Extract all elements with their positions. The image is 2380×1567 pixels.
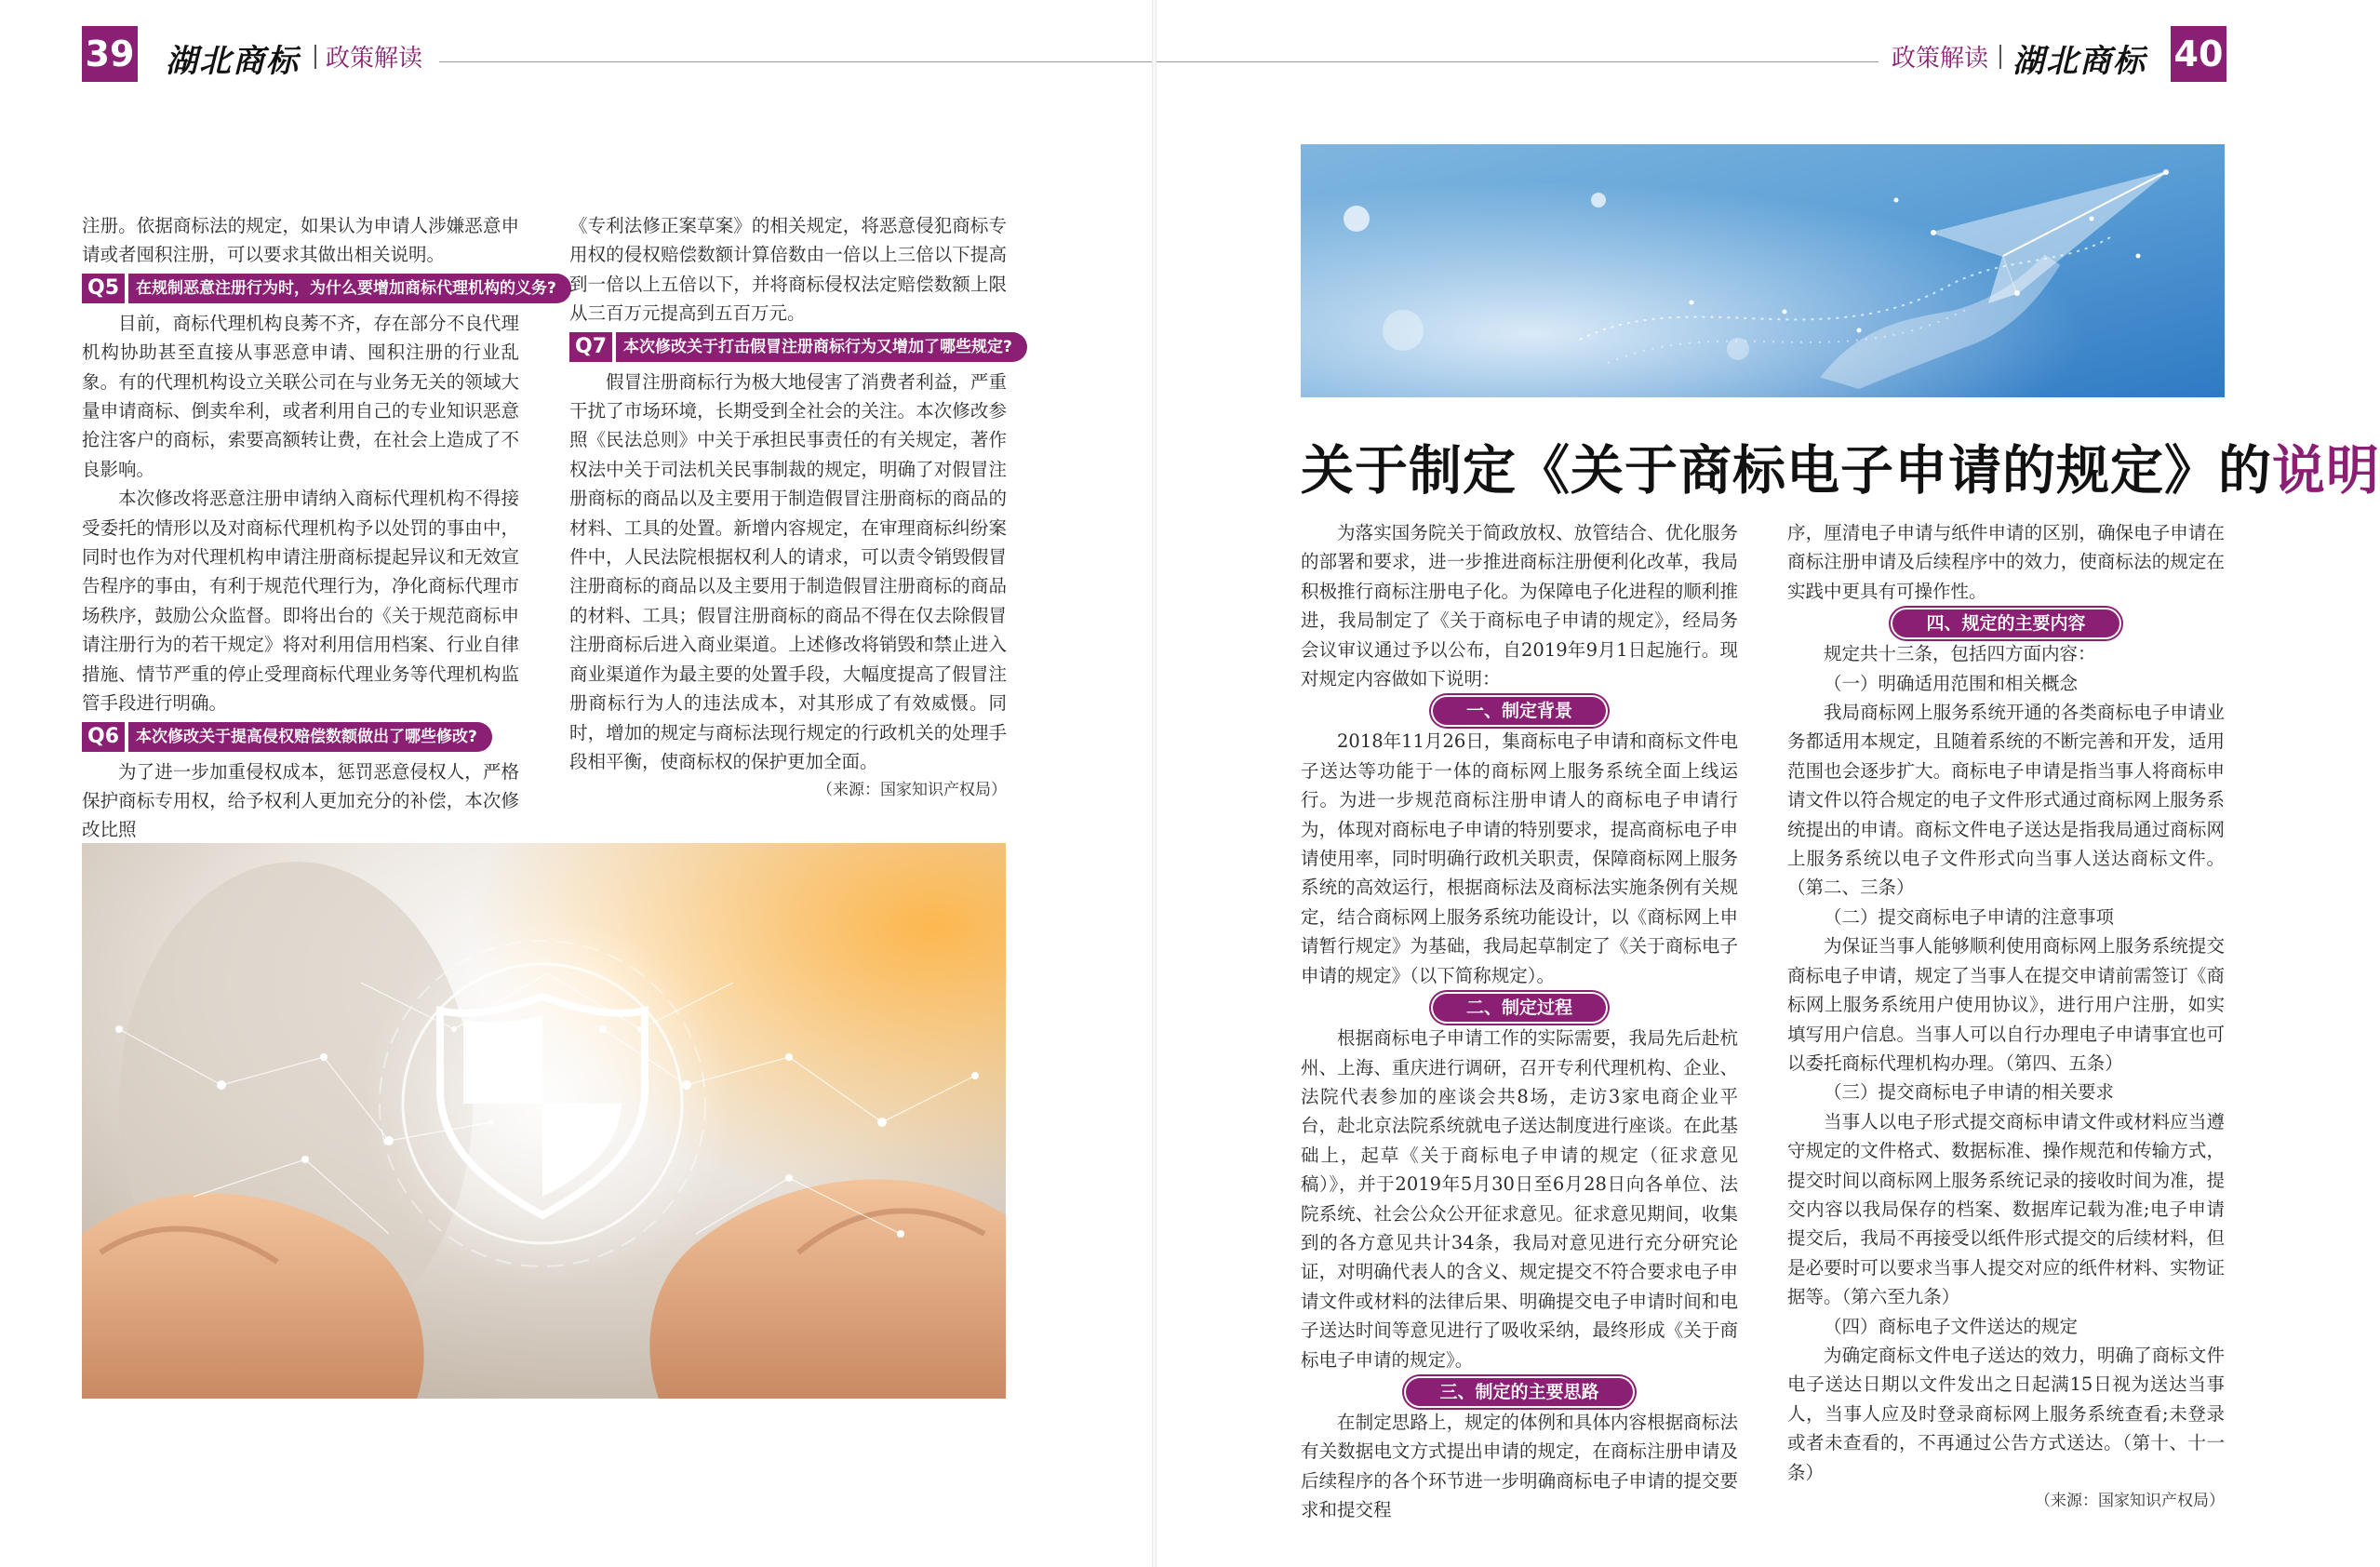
- subheading: （三）提交商标电子申请的相关要求: [1824, 1081, 2115, 1104]
- subheading: （四）商标电子文件送达的规定: [1824, 1315, 2079, 1337]
- section-heading-label: 三、制定的主要思路: [1406, 1378, 1632, 1406]
- subheading: （二）提交商标电子申请的注意事项: [1824, 905, 2115, 928]
- hands-shield-illustration: [82, 843, 1006, 1399]
- paragraph: 为落实国务院关于简政放权、放管结合、优化服务的部署和要求，进一步推进商标注册便利化改革，我局积极推行商标注册电子化。为保障电子化进程的顺利推进，我局制定了《关于商标电子申请的规定》，经局务会议审议通过予以公布，自2019年9月1日起施行。现对规定内容做如下说明：: [1301, 522, 1738, 690]
- paragraph: 假冒注册商标行为极大地侵害了消费者利益，严重干扰了市场环境，长期受到全社会的关注。本次修改参照《民法总则》中关于承担民事责任的有关规定，著作权法中关于司法机关民事制裁的规定，明确了对假冒注册商标的商品以及主要用于制造假冒注册商标的商品的材料、工具的处置。新增内容规定，在审理商标纠纷案件中，人民法院根据权利人的请求，可以责令销毁假冒注册商标的商品以及主要用于制造假冒注册商标的商品的材料、工具；假冒注册商标的商品不得在仅去除假冒注册商标后进入商业渠道。上述修改将销毁和禁止进入商业渠道作为最主要的处置手段，大幅度提高了假冒注册商标行为人的违法成本，对其形成了有效威慑。同时，增加的规定与商标法现行规定的行政机关的处理手段相平衡，使商标权的保护更加全面。: [569, 370, 1007, 772]
- title-accent: 说明: [2272, 440, 2380, 502]
- header-divider: [1999, 45, 2001, 69]
- source-note: （来源：国家知识产权局）: [817, 781, 1007, 800]
- question-heading-q6: [82, 722, 519, 752]
- section-heading: [1787, 609, 2225, 637]
- paragraph: 规定共十三条，包括四方面内容：: [1824, 643, 2096, 665]
- right-page: [1157, 0, 2380, 1567]
- page-number: 40: [2171, 26, 2226, 82]
- paper-plane-banner: [1301, 144, 2225, 397]
- header-rule: [439, 61, 1152, 62]
- question-heading-q5: [82, 274, 556, 303]
- left-page: [0, 0, 1152, 1567]
- section-label: 政策解读: [1892, 45, 1989, 73]
- paragraph: 我局商标网上服务系统开通的各类商标电子申请业务都适用本规定，且随着系统的不断完善和开发，适用范围也会逐步扩大。商标电子申请是指当事人将商标申请文件以符合规定的电子文件形式通过商标网上服务系统提出的申请。商标文件电子送达是指我局通过商标网上服务系统以电子文件形式向当事人送达商标文件。（第二、三条）: [1787, 702, 2225, 899]
- paragraph: 为确定商标文件电子送达的效力，明确了商标文件电子送达日期以文件发出之日起满15日视为送达当事人，当事人应及时登录商标网上服务系统查看;未登录或者未查看的，不再通过公告方式送达。（第十、十一条）: [1787, 1344, 2225, 1483]
- section-heading-label: 四、规定的主要内容: [1892, 609, 2119, 637]
- paragraph: 为了进一步加重侵权成本，惩罚恶意侵权人，严格保护商标专用权，给予权利人更加充分的补偿，本次修改比照: [82, 760, 519, 841]
- paragraph: 当事人以电子形式提交商标申请文件或材料应当遵守规定的文件格式、数据标准、操作规范和传输方式，提交时间以商标网上服务系统记录的接收时间为准，提交内容以我局保存的档案、数据库记载为准;电子申请提交后，我局不再接受以纸件形式提交的后续材料，但是必要时可以要求当事人提交对应的纸件材料、实物证据等。（第六至九条）: [1787, 1110, 2225, 1308]
- question-number: Q7: [569, 332, 612, 362]
- brand-logo: 湖北商标: [166, 43, 300, 80]
- question-number: Q6: [82, 722, 125, 752]
- section-heading: [1301, 1378, 1738, 1406]
- paragraph: 注册。依据商标法的规定，如果认为申请人涉嫌恶意申请或者囤积注册，可以要求其做出相关说明。: [82, 215, 519, 266]
- question-number: Q5: [82, 274, 125, 303]
- subheading: （一）明确适用范围和相关概念: [1824, 672, 2079, 694]
- paragraph: 本次修改将恶意注册申请纳入商标代理机构不得接受委托的情形以及对商标代理机构予以处罚的事由中，同时也作为对代理机构申请注册商标提起异议和无效宣告程序的事由，有利于规范代理行为，净化商标代理市场秩序，鼓励公众监督。即将出台的《关于规范商标申请注册行为的若干规定》将对利用信用档案、行业自律措施、情节严重的停止受理商标代理业务等代理机构监管手段进行明确。: [82, 488, 519, 715]
- paragraph: 序，厘清电子申请与纸件申请的区别，确保电子申请在商标注册申请及后续程序中的效力，使商标法的规定在实践中更具有可操作性。: [1787, 522, 2225, 602]
- paragraph: 根据商标电子申请工作的实际需要，我局先后赴杭州、上海、重庆进行调研，召开专利代理机构、企业、法院代表参加的座谈会共8场，走访3家电商企业平台，赴北京法院系统就电子送达制度进行座谈。在此基础上，起草《关于商标电子申请的规定（征求意见稿）》，并于2019年5月30日至6月28日向各单位、法院系统、社会公众公开征求意见。征求意见期间，收集到的各方意见共计34条，我局对意见进行充分研究论证，对明确代表人的含义、规定提交不符合要求电子申请文件或材料的法律后果、明确提交电子申请时间和电子送达时间等意见进行了吸收采纳，最终形成《关于商标电子申请的规定》。: [1301, 1027, 1738, 1371]
- hands-shield-photo: [82, 843, 1006, 1399]
- brand-logo: 湖北商标: [2012, 43, 2146, 80]
- article-title: [1301, 428, 2380, 504]
- paragraph: 《专利法修正案草案》的相关规定，将恶意侵犯商标专用权的侵权赔偿数额计算倍数由一倍以上三倍以下提高到一倍以上五倍以下，并将商标侵权法定赔偿数额上限从三百万元提高到五百万元。: [569, 215, 1007, 325]
- header-divider: [314, 45, 316, 69]
- paragraph: 目前，商标代理机构良莠不齐，存在部分不良代理机构协助甚至直接从事恶意申请、囤积注册的行业乱象。有的代理机构设立关联公司在与业务无关的领域大量申请商标、倒卖牟利，或者利用自己的专业知识恶意抢注客户的商标，索要高额转让费，在社会上造成了不良影响。: [82, 312, 519, 480]
- question-heading-q7: [569, 332, 1012, 362]
- paragraph: 为保证当事人能够顺利使用商标网上服务系统提交商标电子申请，规定了当事人在提交申请前需签订《商标网上服务系统用户使用协议》，进行用户注册，如实填写用户信息。当事人可以自行办理电子申请事宜也可以委托商标代理机构办理。（第四、五条）: [1787, 935, 2225, 1074]
- question-text: 在规制恶意注册行为时，为什么要增加商标代理机构的义务?: [128, 274, 571, 303]
- question-text: 本次修改关于提高侵权赔偿数额做出了哪些修改?: [128, 722, 492, 752]
- header-rule: [1157, 61, 1879, 62]
- paragraph: 在制定思路上，规定的体例和具体内容根据商标法有关数据电文方式提出申请的规定，在商标注册申请及后续程序的各个环节进一步明确商标电子申请的提交要求和提交程: [1301, 1411, 1738, 1521]
- left-column-2: [569, 211, 1012, 806]
- section-heading: [1301, 697, 1738, 725]
- section-heading-label: 一、制定背景: [1433, 697, 1606, 725]
- source-note: （来源：国家知识产权局）: [2035, 1492, 2225, 1510]
- section-label: 政策解读: [326, 45, 423, 73]
- right-column-1: [1301, 518, 1738, 1525]
- paragraph: 2018年11月26日，集商标电子申请和商标文件电子送达等功能于一体的商标网上服务系统全面上线运行。为进一步规范商标注册申请人的商标电子申请行为，体现对商标电子申请的特别要求，提高商标电子申请使用率，同时明确行政机关职责，保障商标网上服务系统的高效运行，根据商标法及商标法实施条例有关规定，结合商标网上服务系统功能设计，以《商标网上申请暂行规定》为基础，我局起草制定了《关于商标电子申请的规定》（以下简称规定）。: [1301, 730, 1738, 986]
- section-heading: [1301, 994, 1738, 1022]
- page-number: 39: [82, 26, 138, 82]
- left-column-1: [82, 211, 556, 845]
- title-main: 关于制定《关于商标电子申请的规定》的: [1301, 440, 2272, 502]
- right-column-2: [1787, 518, 2225, 1516]
- section-heading-label: 二、制定过程: [1433, 994, 1606, 1022]
- question-text: 本次修改关于打击假冒注册商标行为又增加了哪些规定?: [616, 332, 1027, 362]
- paper-plane-illustration: [1301, 144, 2225, 397]
